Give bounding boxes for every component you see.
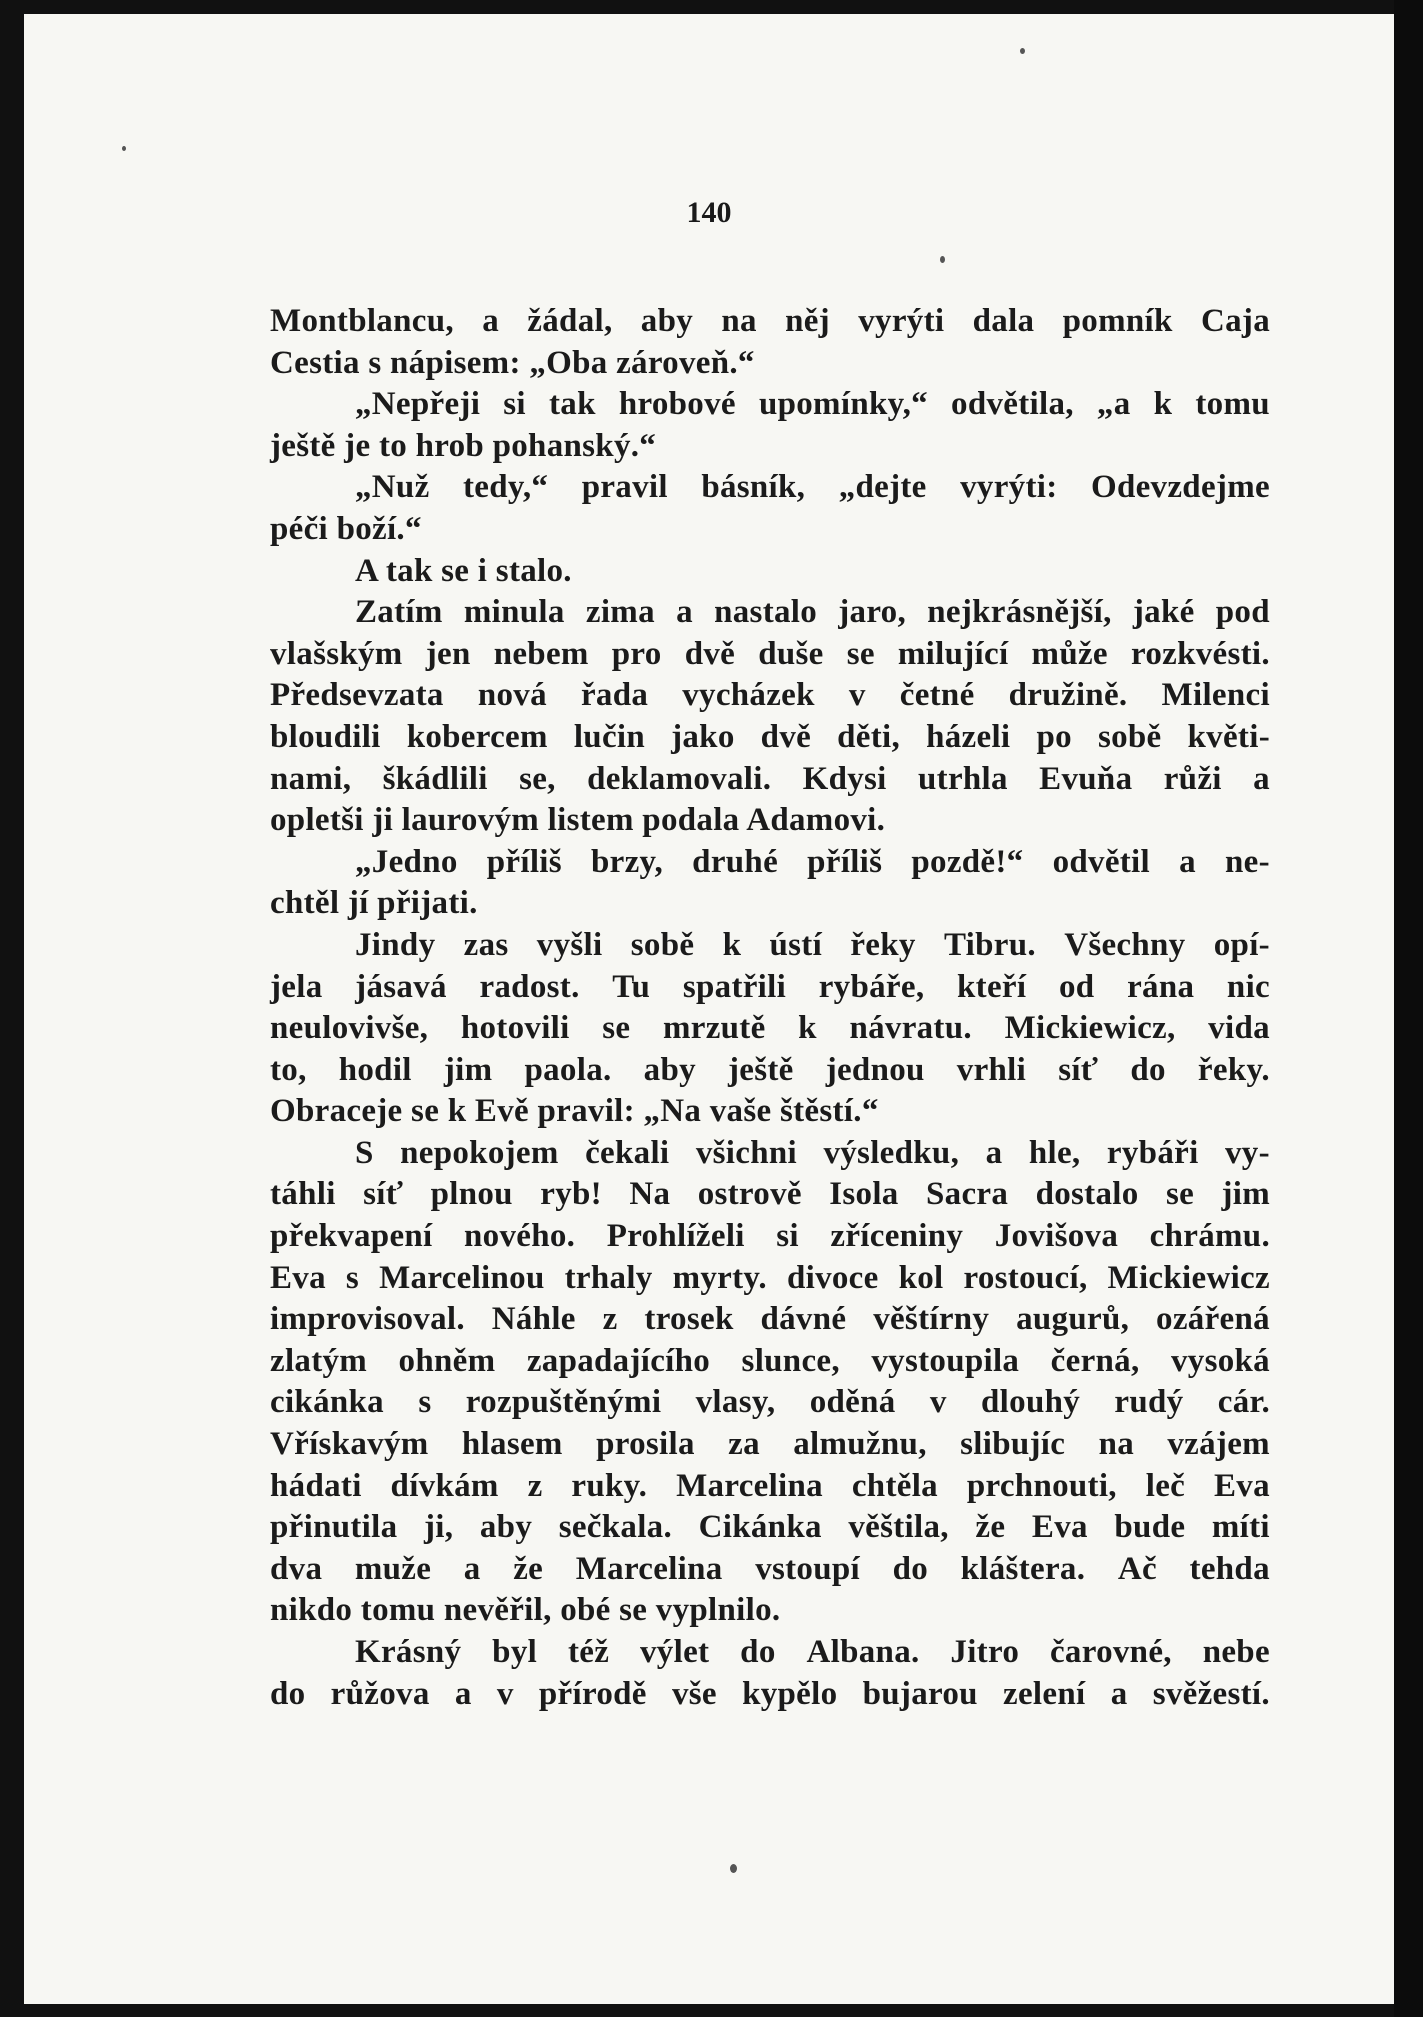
- text-line: Eva s Marcelinou trhaly myrty. divoce kol rostoucí, Mickiewicz: [270, 1259, 1270, 1296]
- body-text: [270, 301, 1270, 1715]
- text-line: Cestia s nápisem: „Oba zároveň.“: [270, 344, 755, 381]
- text-line: ještě je to hrob pohanský.“: [270, 427, 657, 464]
- text-line: neulovivše, hotovili se mrzutě k návratu. Mickiewicz, vida: [270, 1010, 1270, 1047]
- text-line: A tak se i stalo.: [355, 552, 572, 589]
- text-line: cikánka s rozpuštěnými vlasy, oděná v dlouhý rudý cár.: [270, 1384, 1270, 1421]
- text-line: Jindy zas vyšli sobě k ústí řeky Tibru. Všechny opí-: [355, 926, 1270, 963]
- text-line: překvapení nového. Prohlíželi si zříceniny Jovišova chrámu.: [270, 1218, 1270, 1255]
- text-line: Montblancu, a žádal, aby na něj vyrýti dala pomník Caja: [270, 303, 1270, 339]
- text-line: „Nuž tedy,“ pravil básník, „dejte vyrýti: Odevzdejme: [355, 469, 1270, 506]
- text-line: vlašským jen nebem pro dvě duše se milující může rozkvésti.: [270, 635, 1270, 672]
- scan-border: [1394, 0, 1423, 2017]
- text-line: přinutila ji, aby sečkala. Cikánka věštila, že Eva bude míti: [270, 1509, 1270, 1546]
- text-line: Obraceje se k Evě pravil: „Na vaše štěstí.“: [270, 1093, 879, 1130]
- print-speck: [730, 1864, 737, 1873]
- text-line: nami, škádlili se, deklamovali. Kdysi utrhla Evuňa růži a: [270, 760, 1270, 797]
- book-page: [24, 14, 1394, 2004]
- text-line: Vřískavým hlasem prosila za almužnu, slibujíc na vzájem: [270, 1426, 1270, 1463]
- text-line: to, hodil jim paola. aby ještě jednou vrhli síť do řeky.: [270, 1051, 1270, 1088]
- text-line: hádati dívkám z ruky. Marcelina chtěla prchnouti, leč Eva: [270, 1467, 1270, 1504]
- print-speck: [940, 256, 945, 263]
- text-line: jela jásavá radost. Tu spatřili rybáře, kteří od rána nic: [270, 968, 1270, 1005]
- text-line: „Jedno příliš brzy, druhé příliš pozdě!“ odvětil a ne-: [355, 843, 1270, 880]
- text-line: opletši ji laurovým listem podala Adamovi.: [270, 802, 886, 839]
- text-line: Předsevzata nová řada vycházek v četné družině. Milenci: [270, 677, 1270, 714]
- text-line: péči boží.“: [270, 510, 422, 547]
- text-line: S nepokojem čekali všichni výsledku, a hle, rybáři vy-: [355, 1134, 1270, 1171]
- print-speck: [122, 146, 126, 151]
- text-line: bloudili kobercem lučin jako dvě děti, házeli po sobě květi-: [270, 718, 1270, 755]
- text-line: Zatím minula zima a nastalo jaro, nejkrásnější, jaké pod: [355, 594, 1270, 631]
- text-line: improvisoval. Náhle z trosek dávné věštírny augurů, ozářená: [270, 1301, 1270, 1338]
- text-line: zlatým ohněm zapadajícího slunce, vystoupila černá, vysoká: [270, 1342, 1270, 1379]
- print-speck: [1020, 48, 1025, 54]
- page-number: 140: [686, 196, 732, 229]
- text-line: Krásný byl též výlet do Albana. Jitro čarovné, nebe: [355, 1634, 1270, 1670]
- text-line: nikdo tomu nevěřil, obé se vyplnilo.: [270, 1592, 781, 1629]
- text-line: „Nepřeji si tak hrobové upomínky,“ odvětila, „a k tomu: [355, 386, 1270, 423]
- text-line: do růžova a v přírodě vše kypělo bujarou zelení a svěžestí.: [270, 1675, 1270, 1712]
- text-line: táhli síť plnou ryb! Na ostrově Isola Sacra dostalo se jim: [270, 1176, 1270, 1213]
- text-line: dva muže a že Marcelina vstoupí do kláštera. Ač tehda: [270, 1550, 1270, 1587]
- text-line: chtěl jí přijati.: [270, 885, 478, 922]
